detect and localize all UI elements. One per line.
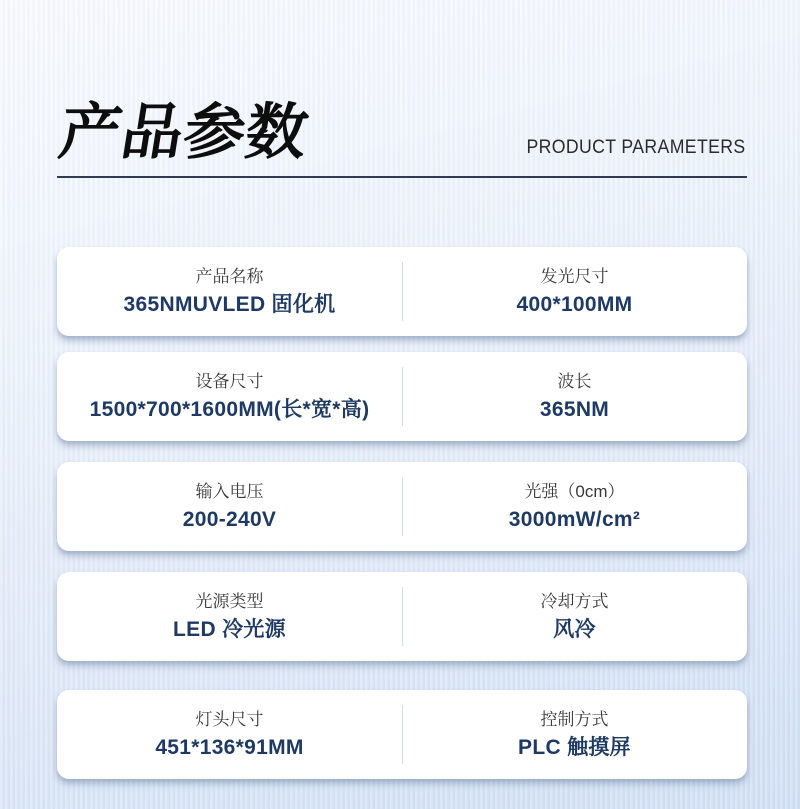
- spec-cell: [402, 462, 747, 551]
- title-underline: [57, 176, 747, 178]
- spec-table: [57, 247, 747, 779]
- spec-cell: [57, 690, 402, 779]
- spec-value: LED 冷光源: [173, 618, 286, 641]
- spec-label: 发光尺寸: [540, 267, 609, 286]
- spec-label: 设备尺寸: [195, 372, 264, 391]
- spec-value: 365NMUVLED 固化机: [123, 293, 336, 316]
- spec-label: 光强（0cm）: [524, 482, 625, 501]
- spec-label: 光源类型: [195, 592, 264, 611]
- page-subtitle: PRODUCT PARAMETERS: [526, 137, 746, 158]
- spec-card-device-size: [57, 352, 747, 441]
- spec-label: 产品名称: [195, 267, 264, 286]
- spec-value: 3000mW/cm²: [508, 508, 641, 531]
- spec-card-light-source: [57, 572, 747, 661]
- spec-cell: [57, 352, 402, 441]
- card-divider: [402, 705, 403, 764]
- card-divider: [402, 367, 403, 426]
- spec-label: 控制方式: [540, 710, 609, 729]
- spec-value: 风冷: [553, 618, 596, 641]
- spec-label: 冷却方式: [540, 592, 609, 611]
- spec-value: 451*136*91MM: [155, 736, 304, 759]
- card-divider: [402, 587, 403, 646]
- spec-value: 365NM: [539, 398, 610, 421]
- spec-label: 灯头尺寸: [195, 710, 264, 729]
- spec-value: 400*100MM: [516, 293, 633, 316]
- spec-value: PLC 触摸屏: [518, 736, 631, 759]
- card-divider: [402, 262, 403, 321]
- spec-cell: [402, 690, 747, 779]
- spec-card-lamp-head-size: [57, 690, 747, 779]
- spec-label: 波长: [557, 372, 592, 391]
- page-title: 产品参数: [54, 98, 314, 166]
- spec-cell: [402, 572, 747, 661]
- spec-cell: [402, 247, 747, 336]
- spec-card-input-voltage: [57, 462, 747, 551]
- spec-label: 输入电压: [195, 482, 264, 501]
- spec-cell: [57, 462, 402, 551]
- spec-cell: [57, 247, 402, 336]
- spec-value: 1500*700*1600MM(长*宽*高): [89, 398, 370, 421]
- spec-cell: [402, 352, 747, 441]
- spec-value: 200-240V: [182, 508, 277, 531]
- spec-cell: [57, 572, 402, 661]
- card-divider: [402, 477, 403, 536]
- spec-card-product-name: [57, 247, 747, 336]
